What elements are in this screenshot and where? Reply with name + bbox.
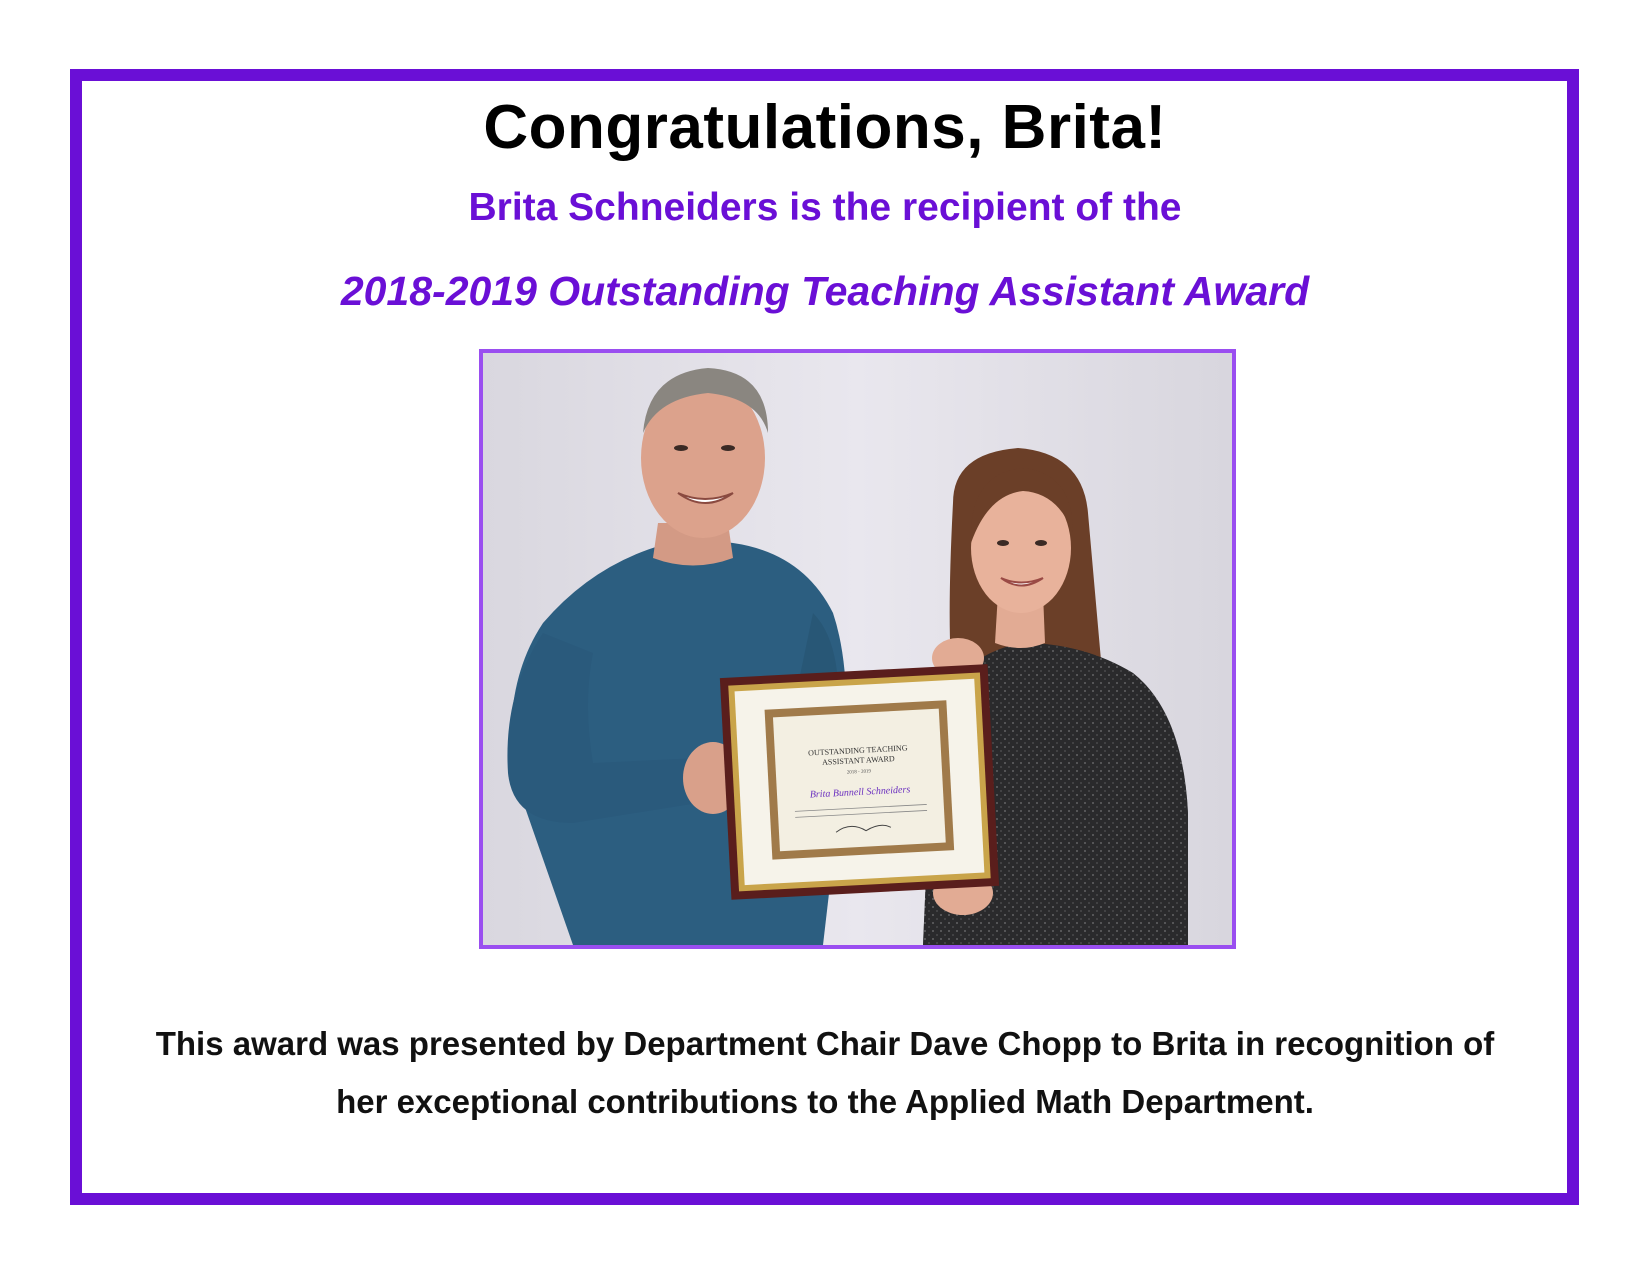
framed-certificate: [720, 664, 999, 900]
award-name: 2018-2019 Outstanding Teaching Assistant Award: [340, 268, 1310, 314]
page-title: Congratulations, Brita!: [483, 93, 1167, 162]
award-caption: [120, 1015, 1530, 1131]
caption-line-2: her exceptional contributions to the Applied Math Department.: [336, 1083, 1314, 1120]
certificate-heading-1: OUTSTANDING TEACHING: [807, 743, 908, 758]
award-photo: [479, 349, 1236, 949]
certificate-heading-2: ASSISTANT AWARD: [821, 754, 895, 767]
caption-line-1: This award was presented by Department Chair Dave Chopp to Brita in recognition of: [155, 1025, 1495, 1062]
recipient-subtitle: Brita Schneiders is the recipient of the: [468, 186, 1182, 229]
certificate-recipient: Brita Bunnell Schneiders: [809, 784, 911, 801]
award-photo-illustration: [483, 353, 1232, 945]
certificate-years: 2018 - 2019: [846, 769, 872, 776]
